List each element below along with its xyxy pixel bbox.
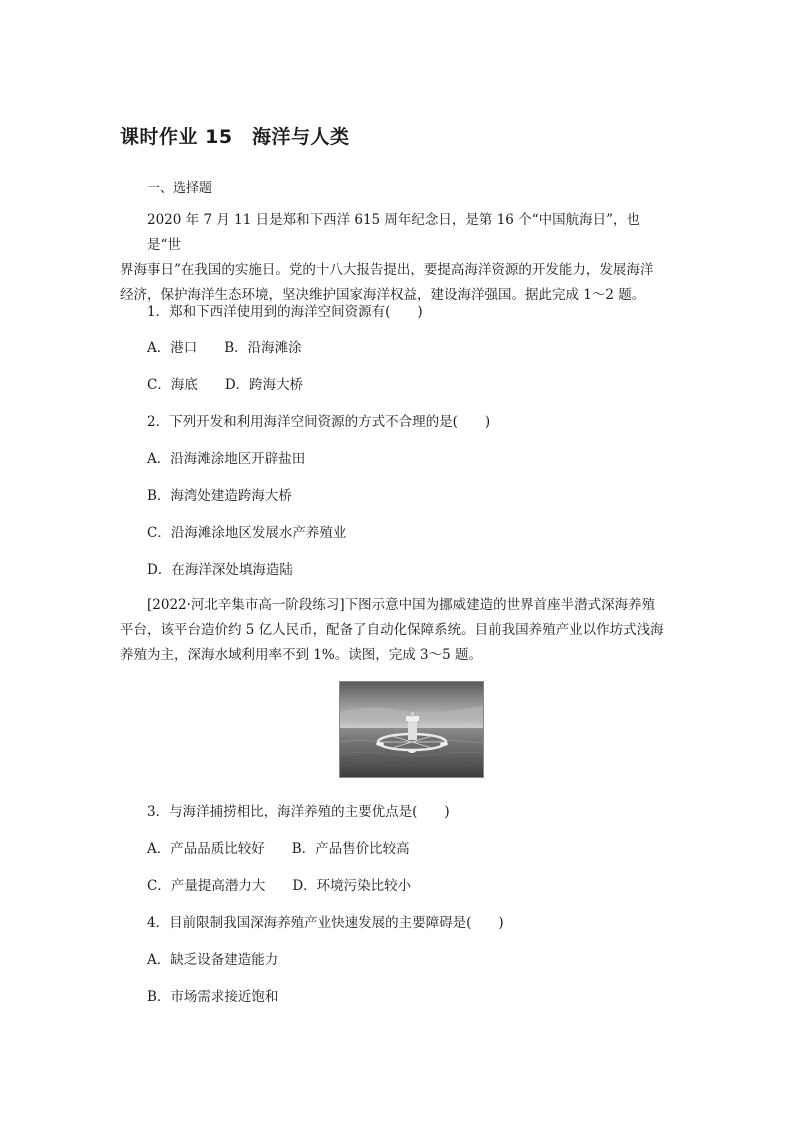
intro1-line-3: 经济，保护海洋生态环境，坚决维护国家海洋权益，建设海洋强国。据此完成 1～2 题。 [120, 287, 646, 303]
intro-paragraph-2 [120, 593, 667, 668]
aquaculture-platform-photo [339, 681, 484, 778]
intro1-line-1: 2020 年 7 月 11 日是郑和下西洋 615 周年纪念日，是第 16 个“中国航海日”，也是“世 [147, 212, 640, 253]
intro-paragraph-1 [120, 208, 667, 308]
intro2-line-2: 平台，该平台造价约 5 亿人民币，配备了自动化保障系统。目前我国养殖产业以作坊式浅海 [120, 622, 664, 638]
question-4-option-a: A．缺乏设备建造能力 [147, 952, 279, 968]
question-4-option-b: B．市场需求接近饱和 [147, 989, 279, 1005]
question-4-stem: 4．目前限制我国深海养殖产业快速发展的主要障碍是( ) [147, 915, 504, 931]
question-3-options-row1: A．产品品质比较好 B．产品售价比较高 [147, 841, 410, 857]
question-2-option-c: C．沿海滩涂地区发展水产养殖业 [147, 525, 347, 541]
question-2-option-a: A．沿海滩涂地区开辟盐田 [147, 451, 306, 467]
question-1-options-row1: A．港口 B．沿海滩涂 [147, 340, 302, 356]
question-3-stem: 3．与海洋捕捞相比，海洋养殖的主要优点是( ) [147, 804, 450, 820]
question-3-options-row2: C．产量提高潜力大 D．环境污染比较小 [147, 878, 412, 894]
question-1-options-row2: C．海底 D．跨海大桥 [147, 377, 304, 393]
question-2-option-d: D．在海洋深处填海造陆 [147, 562, 293, 578]
page-title: 课时作业 15 海洋与人类 [120, 126, 350, 148]
intro1-line-2: 界海事日”在我国的实施日。党的十八大报告提出，要提高海洋资源的开发能力，发展海洋 [120, 262, 654, 278]
question-2-stem: 2．下列开发和利用海洋空间资源的方式不合理的是( ) [147, 414, 491, 430]
intro2-line-1: [2022·河北辛集市高一阶段练习]下图示意中国为挪威建造的世界首座半潜式深海养殖 [147, 597, 656, 613]
intro2-line-3: 养殖为主，深海水域利用率不到 1%。读图，完成 3～5 题。 [120, 647, 482, 663]
section-heading: 一、选择题 [147, 181, 213, 196]
question-1-stem: 1．郑和下西洋使用到的海洋空间资源有( ) [147, 304, 423, 320]
question-2-option-b: B．海湾处建造跨海大桥 [147, 488, 292, 504]
